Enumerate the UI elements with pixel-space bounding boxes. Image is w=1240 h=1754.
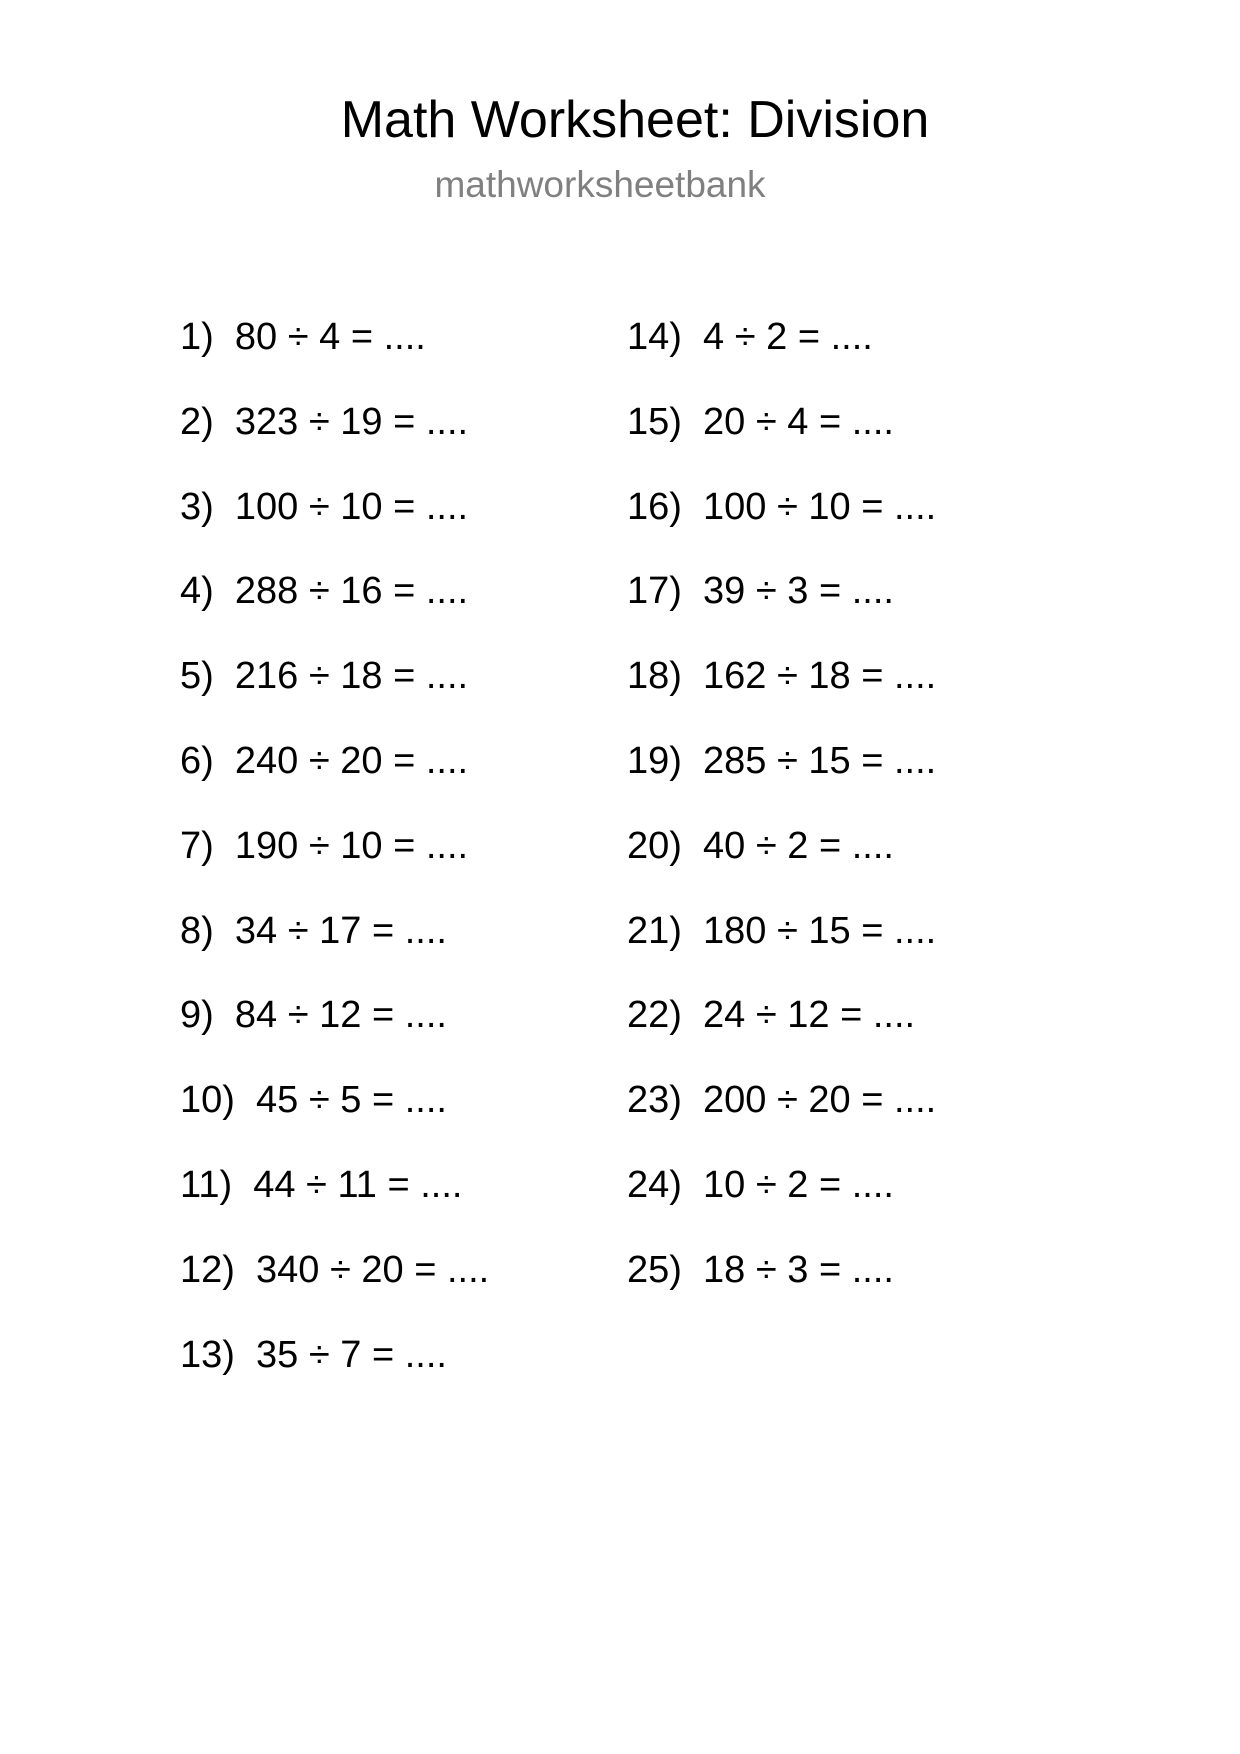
problem-10: 10) 45 ÷ 5 = .... [180, 1079, 447, 1121]
problem-21: 21) 180 ÷ 15 = .... [627, 910, 937, 952]
worksheet-subtitle: mathworksheetbank [434, 164, 766, 205]
problem-12: 12) 340 ÷ 20 = .... [180, 1249, 490, 1291]
problem-18: 18) 162 ÷ 18 = .... [627, 655, 937, 697]
problem-5: 5) 216 ÷ 18 = .... [180, 655, 469, 697]
problem-1: 1) 80 ÷ 4 = .... [180, 316, 426, 358]
problem-8: 8) 34 ÷ 17 = .... [180, 910, 447, 952]
problem-7: 7) 190 ÷ 10 = .... [180, 825, 469, 867]
problem-2: 2) 323 ÷ 19 = .... [180, 401, 469, 443]
problem-24: 24) 10 ÷ 2 = .... [627, 1164, 894, 1206]
problem-11: 11) 44 ÷ 11 = .... [180, 1164, 463, 1206]
problem-4: 4) 288 ÷ 16 = .... [180, 570, 469, 612]
problem-6: 6) 240 ÷ 20 = .... [180, 740, 469, 782]
problem-23: 23) 200 ÷ 20 = .... [627, 1079, 937, 1121]
worksheet-title: Math Worksheet: Division [340, 91, 930, 149]
problem-13: 13) 35 ÷ 7 = .... [180, 1334, 447, 1376]
problem-25: 25) 18 ÷ 3 = .... [627, 1249, 894, 1291]
problem-19: 19) 285 ÷ 15 = .... [627, 740, 937, 782]
problem-22: 22) 24 ÷ 12 = .... [627, 994, 916, 1036]
problem-17: 17) 39 ÷ 3 = .... [627, 570, 894, 612]
problem-20: 20) 40 ÷ 2 = .... [627, 825, 894, 867]
problem-16: 16) 100 ÷ 10 = .... [627, 486, 937, 528]
problem-3: 3) 100 ÷ 10 = .... [180, 486, 469, 528]
problem-14: 14) 4 ÷ 2 = .... [627, 316, 873, 358]
problem-9: 9) 84 ÷ 12 = .... [180, 994, 447, 1036]
problem-15: 15) 20 ÷ 4 = .... [627, 401, 894, 443]
